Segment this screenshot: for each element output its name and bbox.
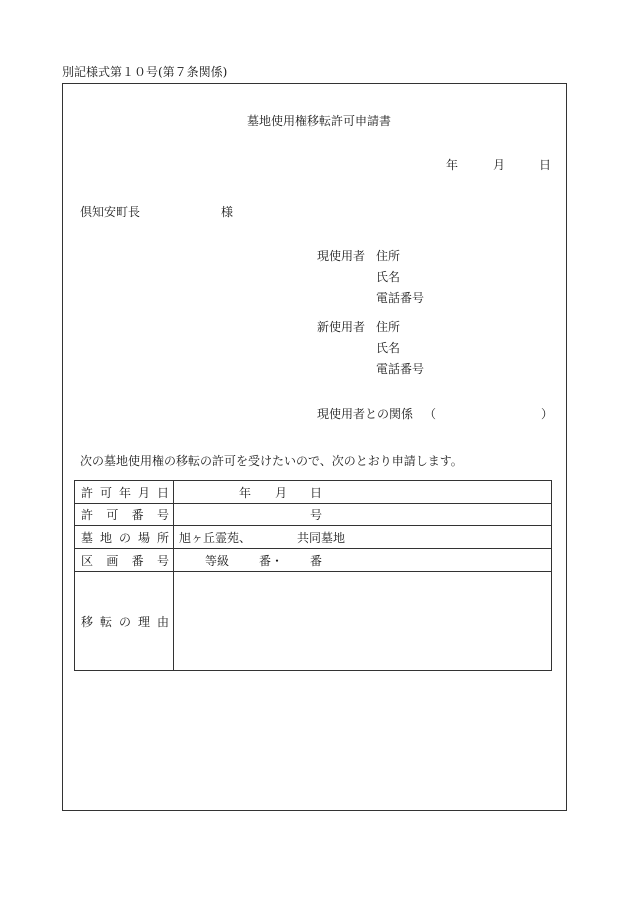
- permit-day-label: 日: [310, 486, 323, 500]
- document-title: 墓地使用権移転許可申請書: [247, 114, 392, 128]
- shared-cemetery-label: 共同墓地: [297, 531, 346, 545]
- permit-month-label: 月: [275, 486, 288, 500]
- addressee-name: 倶知安町長: [80, 205, 141, 219]
- plot-grade-label: 等級: [205, 554, 230, 568]
- current-user-address-label: 住所: [376, 249, 401, 263]
- relation-open-paren: （: [424, 407, 437, 421]
- plot-ban-dot-label: 番・: [259, 554, 284, 568]
- new-user-name-label: 氏名: [376, 341, 401, 355]
- relation-close-paren: ）: [541, 407, 554, 421]
- row-label-plot-number: 区 画 番 号: [81, 554, 169, 568]
- new-user-phone-label: 電話番号: [376, 362, 425, 376]
- table-row-divider: [75, 548, 551, 549]
- date-day-label: 日: [539, 158, 552, 172]
- row-label-transfer-reason: 移 転 の 理 由: [81, 615, 169, 629]
- form-number-label: 別記様式第１０号(第７条関係): [62, 65, 228, 79]
- plot-ban-label: 番: [310, 554, 323, 568]
- relation-label: 現使用者との関係: [317, 407, 414, 421]
- current-user-label: 現使用者: [317, 249, 366, 263]
- row-label-permit-date: 許 可 年 月 日: [81, 486, 169, 500]
- current-user-name-label: 氏名: [376, 270, 401, 284]
- date-month-label: 月: [493, 158, 506, 172]
- new-user-address-label: 住所: [376, 320, 401, 334]
- addressee-honorific: 様: [221, 205, 234, 219]
- application-statement: 次の墓地使用権の移転の許可を受けたいので、次のとおり申請します。: [80, 454, 463, 468]
- table-row-divider: [75, 525, 551, 526]
- table-row-divider: [75, 503, 551, 504]
- form-frame: [62, 83, 567, 811]
- row-label-permit-number: 許 可 番 号: [81, 508, 169, 522]
- date-year-label: 年: [446, 158, 459, 172]
- table-row-divider: [75, 571, 551, 572]
- permit-number-suffix: 号: [310, 508, 323, 522]
- new-user-label: 新使用者: [317, 320, 366, 334]
- cemetery-name: 旭ヶ丘霊苑、: [179, 531, 252, 545]
- row-label-cemetery-location: 墓 地 の 場 所: [81, 531, 169, 545]
- current-user-phone-label: 電話番号: [376, 291, 425, 305]
- application-table: [74, 480, 552, 671]
- permit-year-label: 年: [239, 486, 252, 500]
- table-column-divider: [173, 481, 174, 670]
